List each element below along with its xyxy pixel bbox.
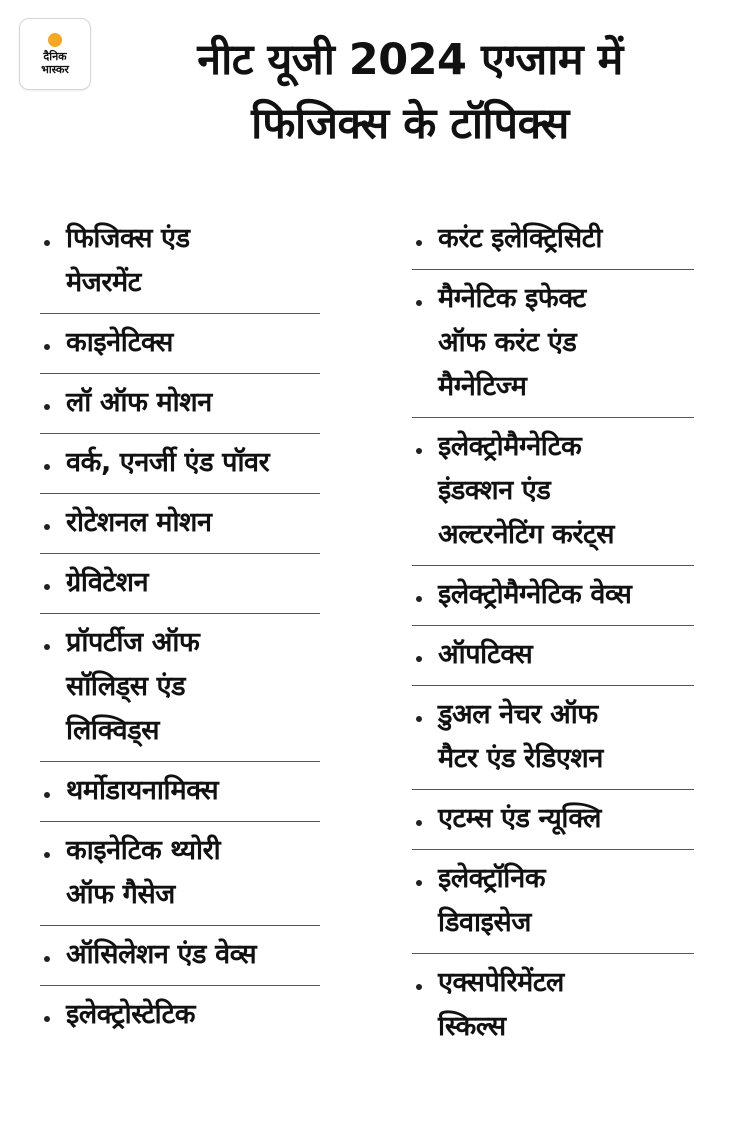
topic-text: इंडक्शन एंड <box>438 475 551 506</box>
sun-icon <box>48 33 62 47</box>
topic-item <box>412 418 694 566</box>
topic-text: डुअल नेचर ऑफ <box>438 699 598 730</box>
logo-text-line1: दैनिक <box>43 49 67 63</box>
topic-text: डिवाइसेज <box>438 907 531 938</box>
topic-text: ऑफ करंट एंड <box>438 327 577 358</box>
topic-item <box>40 926 320 986</box>
title-line-2: फिजिक्स के टॉपिक्स <box>251 99 569 149</box>
topic-text: इलेक्ट्रोमैग्नेटिक वेव्स <box>438 579 632 610</box>
topic-item <box>40 762 320 822</box>
topic-item <box>412 270 694 418</box>
topic-text: मैटर एंड रेडिएशन <box>438 743 603 774</box>
topic-text: वर्क, एनर्जी एंड पॉवर <box>66 447 270 478</box>
topic-item <box>40 494 320 554</box>
topic-item <box>40 554 320 614</box>
topic-text: मैग्नेटिक इफेक्ट <box>438 283 586 314</box>
topic-list-left <box>40 210 320 1045</box>
page-title <box>110 28 710 156</box>
topic-item <box>40 986 320 1045</box>
topic-item <box>412 626 694 686</box>
topic-item <box>40 614 320 762</box>
logo-text-line2: भास्कर <box>41 62 69 76</box>
topic-text: ग्रेविटेशन <box>66 567 149 598</box>
topic-text: इलेक्ट्रोस्टेटिक <box>66 999 196 1030</box>
topic-item <box>412 954 694 1057</box>
topic-text: काइनेटिक्स <box>66 327 173 358</box>
topic-text: अल्टरनेटिंग करंट्स <box>438 519 615 550</box>
topic-text: लॉ ऑफ मोशन <box>66 387 212 418</box>
topic-text: मैग्नेटिज्म <box>438 371 527 402</box>
topic-text: लिक्विड्स <box>66 715 160 746</box>
topic-text: काइनेटिक थ्योरी <box>66 835 221 866</box>
topic-item <box>40 822 320 926</box>
topic-item <box>412 850 694 954</box>
topic-list-right <box>412 210 694 1057</box>
topic-item <box>40 314 320 374</box>
topic-item <box>412 210 694 270</box>
topic-text: रोटेशनल मोशन <box>66 507 212 538</box>
dainik-bhaskar-logo <box>19 18 91 90</box>
topic-item <box>412 566 694 626</box>
topic-text: ऑफ गैसेज <box>66 879 175 910</box>
topic-text: करंट इलेक्ट्रिसिटी <box>438 223 602 254</box>
topic-text: इलेक्ट्रॉनिक <box>438 863 546 894</box>
topic-text: एटम्स एंड न्यूक्लि <box>438 803 601 834</box>
topic-text: स्किल्स <box>438 1011 506 1042</box>
topic-item <box>40 210 320 314</box>
topic-item <box>40 374 320 434</box>
topic-item <box>40 434 320 494</box>
topic-item <box>412 790 694 850</box>
topic-text: ऑसिलेशन एंड वेव्स <box>66 939 257 970</box>
topic-text: मेजरमेंट <box>66 267 141 298</box>
topic-text: थर्मोडायनामिक्स <box>66 775 219 806</box>
topic-text: इलेक्ट्रोमैग्नेटिक <box>438 431 582 462</box>
topic-item <box>412 686 694 790</box>
title-line-1: नीट यूजी 2024 एग्जाम में <box>197 35 623 85</box>
topic-text: फिजिक्स एंड <box>66 223 190 254</box>
topic-text: एक्सपेरिमेंटल <box>438 967 564 998</box>
topic-text: प्रॉपर्टीज ऑफ <box>66 627 200 658</box>
topic-text: ऑपटिक्स <box>438 639 533 670</box>
topic-text: सॉलिड्स एंड <box>66 671 186 702</box>
